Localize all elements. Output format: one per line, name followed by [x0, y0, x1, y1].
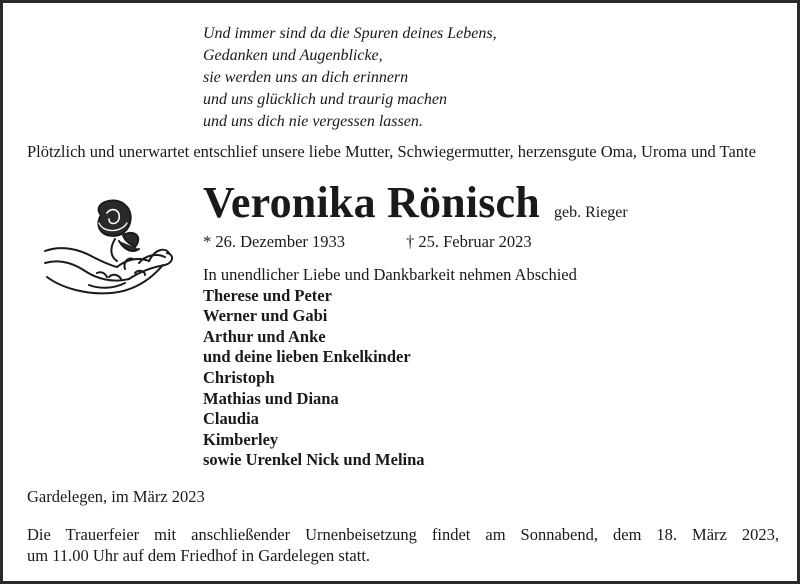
poem-line: und uns glücklich und traurig machen: [203, 91, 447, 108]
mourner-entry: Arthur und Anke: [203, 326, 326, 346]
intro-text: Plötzlich und unerwartet entschlief unsere liebe Mutter, Schwiegermutter, herzensgute Oma, Uroma und Tante: [27, 142, 756, 161]
poem-line: Gedanken und Augenblicke,: [203, 47, 383, 64]
death-date: † 25. Februar 2023: [406, 232, 532, 251]
ceremony-line: Die Trauerfeier mit anschließender Urnenbeisetzung findet am Sonnabend, dem 18. März 2023,: [27, 525, 779, 544]
ceremony-notice: [27, 524, 779, 566]
mourner-entry: Christoph: [203, 367, 275, 387]
mourner-entry: Kimberley: [203, 429, 279, 449]
poem-line: und uns dich nie vergessen lassen.: [203, 113, 423, 130]
mourners-list: [203, 286, 577, 471]
mourner-entry: sowie Urenkel Nick und Melina: [203, 450, 425, 470]
ceremony-line: um 11.00 Uhr auf dem Friedhof in Gardelegen statt.: [27, 546, 371, 565]
rose-in-hands-icon: [39, 193, 189, 313]
mourner-entry: und deine lieben Enkelkinder: [203, 347, 411, 367]
place-and-date: Gardelegen, im März 2023: [27, 487, 205, 506]
farewell-intro: In unendlicher Liebe und Dankbarkeit nehmen Abschied: [203, 265, 577, 284]
mourner-entry: Mathias und Diana: [203, 388, 339, 408]
mourner-entry: Claudia: [203, 409, 259, 429]
mourner-entry: Werner und Gabi: [203, 306, 328, 326]
mourner-entry: Therese und Peter: [203, 285, 332, 305]
deceased-name: Veronika Rönisch: [203, 178, 540, 227]
poem-line: Und immer sind da die Spuren deines Lebens,: [203, 25, 497, 42]
birth-date: * 26. Dezember 1933: [203, 232, 346, 251]
poem: [203, 23, 497, 133]
maiden-name: geb. Rieger: [553, 204, 628, 221]
farewell-section: [203, 265, 577, 471]
poem-line: sie werden uns an dich erinnern: [203, 69, 409, 86]
name-row: [203, 175, 628, 231]
